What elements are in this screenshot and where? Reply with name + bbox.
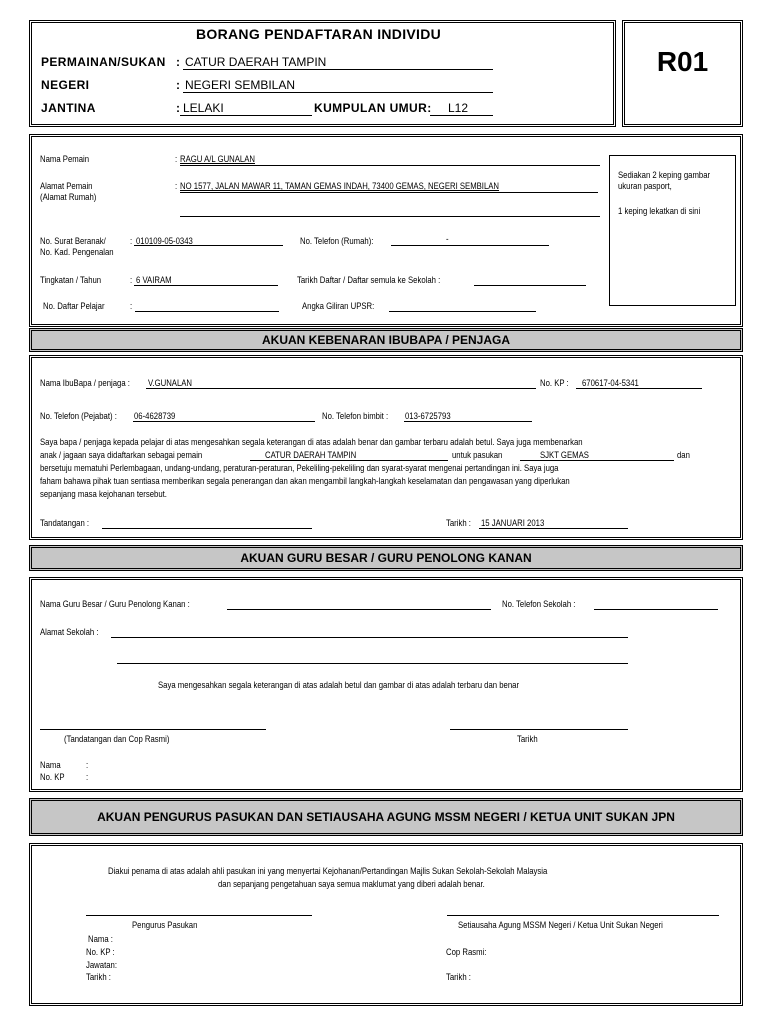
player-name-label: Nama Pemain [40, 154, 90, 164]
age-group-label: KUMPULAN UMUR: [314, 101, 432, 115]
photo-note-3: 1 keping lekatkan di sini [618, 206, 701, 216]
parent-name-label: Nama IbuBapa / penjaga : [40, 378, 130, 388]
grade-value: 6 VAIRAM [136, 275, 172, 285]
manager-section-title: AKUAN PENGURUS PASUKAN DAN SETIAUSAHA AGUNG MSSM NEGERI / KETUA UNIT SUKAN JPN [29, 798, 743, 836]
sport-label: PERMAINAN/SUKAN [41, 55, 166, 69]
player-name-line [180, 165, 600, 166]
parent-date-label: Tarikh : [446, 518, 471, 528]
manager-jawatan-label: Jawatan: [86, 960, 117, 970]
headmaster-kp-colon: : [86, 772, 89, 782]
headmaster-date-caption: Tarikh [517, 734, 538, 744]
upsr-line [389, 311, 536, 312]
mobile-line [404, 421, 532, 422]
declaration-school-line [520, 460, 674, 461]
office-phone-line [133, 421, 315, 422]
grade-colon: : [130, 275, 133, 285]
manager-left-caption: Pengurus Pasukan [132, 920, 198, 930]
declaration-line-2a: anak / jagaan saya didaftarkan sebagai pemain [40, 450, 203, 460]
phone-home-value: - [446, 234, 449, 244]
office-phone-value: 06-4628739 [134, 411, 176, 421]
declaration-line-1: Saya bapa / penjaga kepada pelajar di atas mengesahkan segala keterangan di atas adalah benar dan gambar terbaru adalah betul. Saya juga membenarkan [40, 437, 583, 447]
gender-colon: : [176, 101, 181, 115]
declaration-line-5: sepanjang masa kejohanan tersebut. [40, 489, 167, 499]
parent-date-value: 15 JANUARI 2013 [481, 518, 545, 528]
parent-name-line [146, 388, 536, 389]
declaration-line-3: bersetuju mematuhi Perlembagaan, undang-undang, peraturan-peraturan, Pekeliling-pekeliling dan syarat-syarat mengenai pertandingan ini. Saya juga [40, 463, 559, 473]
gender-value: LELAKI [183, 101, 224, 115]
sport-line [183, 69, 493, 70]
manager-cop-label: Cop Rasmi: [446, 947, 487, 957]
address-label: Alamat Pemain [40, 181, 93, 191]
declaration-team-line [250, 460, 448, 461]
parent-section-title: AKUAN KEBENARAN IBUBAPA / PENJAGA [29, 328, 743, 352]
player-name-colon: : [175, 154, 178, 164]
cert-colon: : [130, 236, 133, 246]
declaration-line-2c: dan [677, 450, 690, 460]
manager-tarikh-label: Tarikh : [86, 972, 111, 982]
mobile-value: 013-6725793 [405, 411, 451, 421]
state-colon: : [176, 78, 181, 92]
cert-value: 010109-05-0343 [136, 236, 193, 246]
headmaster-section-title: AKUAN GURU BESAR / GURU PENOLONG KANAN [29, 545, 743, 571]
form-title: BORANG PENDAFTARAN INDIVIDU [196, 26, 442, 42]
reg-date-line [474, 285, 586, 286]
school-phone-line [594, 609, 718, 610]
declaration-school: SJKT GEMAS [540, 450, 589, 460]
manager-nama-label: Nama : [88, 934, 113, 944]
grade-line [134, 285, 278, 286]
student-no-line [135, 311, 279, 312]
state-value: NEGERI SEMBILAN [185, 78, 296, 92]
student-no-label: No. Daftar Pelajar [43, 301, 105, 311]
headmaster-sign-caption: (Tandatangan dan Cop Rasmi) [64, 734, 170, 744]
parent-kp-line [576, 388, 702, 389]
headmaster-date-line [450, 729, 628, 730]
headmaster-name-label: Nama Guru Besar / Guru Penolong Kanan : [40, 599, 190, 609]
manager-right-caption: Setiausaha Agung MSSM Negeri / Ketua Unit Sukan Negeri [458, 920, 663, 930]
manager-text-line-2: dan sepanjang pengetahuan saya semua maklumat yang diberi adalah benar. [218, 879, 485, 889]
student-no-colon: : [130, 301, 133, 311]
upsr-label: Angka Giliran UPSR: [302, 301, 375, 311]
office-phone-label: No. Telefon (Pejabat) : [40, 411, 117, 421]
form-code: R01 [656, 46, 709, 77]
parent-name-value: V.GUNALAN [148, 378, 193, 388]
manager-kp-label: No. KP : [86, 947, 115, 957]
parent-kp-value: 670617-04-5341 [582, 378, 639, 388]
manager-left-sign-line [86, 915, 312, 916]
address-value: NO 1577, JALAN MAWAR 11, TAMAN GEMAS INDAH, 73400 GEMAS, NEGERI SEMBILAN [180, 181, 500, 191]
state-line [183, 92, 493, 93]
headmaster-name-line [227, 609, 491, 610]
headmaster-kp-label: No. KP [40, 772, 65, 782]
grade-label: Tingkatan / Tahun [40, 275, 102, 285]
player-name-value: RAGU A/L GUNALAN [180, 154, 255, 164]
photo-note-2: ukuran pasport, [618, 181, 672, 191]
cert-line [134, 245, 283, 246]
cert-label-2: No. Kad. Pengenalan [40, 247, 114, 257]
school-address-line-2 [117, 663, 628, 664]
state-label: NEGERI [41, 78, 90, 92]
address-sublabel: (Alamat Rumah) [40, 192, 97, 202]
phone-home-line [391, 245, 549, 246]
reg-date-label: Tarikh Daftar / Daftar semula ke Sekolah : [297, 275, 441, 285]
photo-note-1: Sediakan 2 keping gambar [618, 170, 711, 180]
age-group-line [430, 115, 493, 116]
address-colon: : [175, 181, 178, 191]
school-address-line-1 [111, 637, 628, 638]
declaration-line-4: faham bahawa pihak tuan sentiasa memberikan segala penerangan dan akan mengambil langkah-langkah keselamatan dan pengawasan yang diperlukan [40, 476, 570, 486]
manager-text-line-1: Diakui penama di atas adalah ahli pasukan ini yang menyertai Kejohanan/Pertandingan Majlis Sukan Sekolah-Sekolah Malaysia [108, 866, 548, 876]
parent-sign-label: Tandatangan : [40, 518, 90, 528]
declaration-line-2b: untuk pasukan [452, 450, 503, 460]
parent-date-line [479, 528, 628, 529]
parent-kp-label: No. KP : [540, 378, 569, 388]
mobile-label: No. Telefon bimbit : [322, 411, 389, 421]
sport-colon: : [176, 55, 181, 69]
address-line-1 [180, 192, 598, 193]
manager-tarikh-right-label: Tarikh : [446, 972, 471, 982]
address-line-2 [180, 216, 600, 217]
manager-right-sign-line [447, 915, 719, 916]
headmaster-confirm-text: Saya mengesahkan segala keterangan di atas adalah betul dan gambar di atas adalah terbaru dan benar [158, 680, 520, 690]
age-group-value: L12 [448, 101, 469, 115]
gender-line [180, 115, 312, 116]
headmaster-nama-label: Nama [40, 760, 61, 770]
gender-label: JANTINA [41, 101, 96, 115]
headmaster-sign-line [40, 729, 266, 730]
headmaster-nama-colon: : [86, 760, 89, 770]
sport-value: CATUR DAERAH TAMPIN [185, 55, 327, 69]
declaration-team: CATUR DAERAH TAMPIN [265, 450, 357, 460]
school-address-label: Alamat Sekolah : [40, 627, 99, 637]
phone-home-label: No. Telefon (Rumah): [300, 236, 374, 246]
school-phone-label: No. Telefon Sekolah : [502, 599, 576, 609]
cert-label: No. Surat Beranak/ [40, 236, 106, 246]
parent-sign-line [102, 528, 312, 529]
